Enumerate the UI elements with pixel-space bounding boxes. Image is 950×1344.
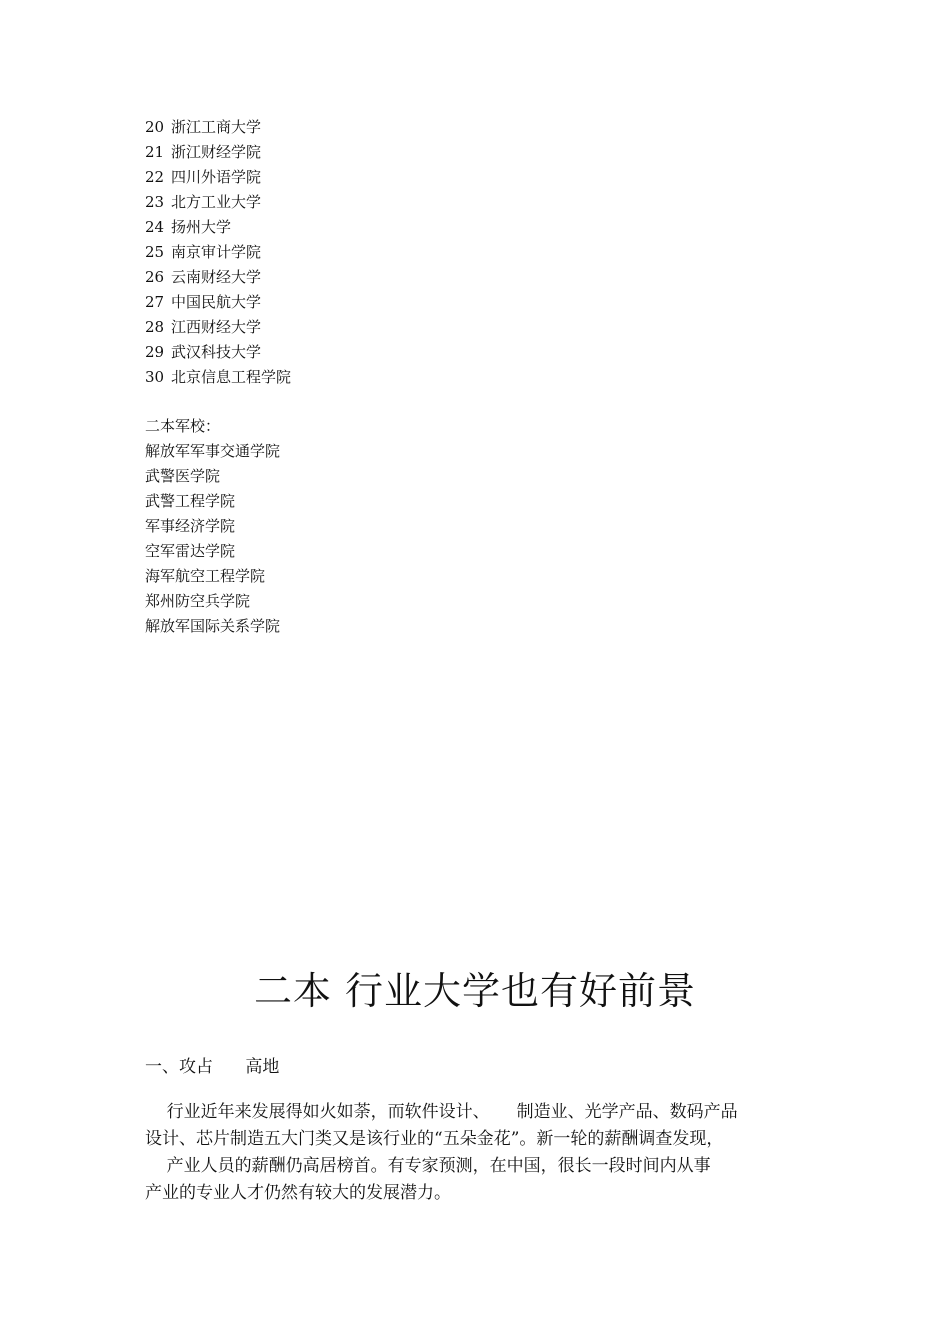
university-name: 南京审计学院 [171, 243, 262, 261]
article-paragraph [145, 1099, 815, 1207]
university-name: 武汉科技大学 [171, 343, 262, 361]
university-name: 四川外语学院 [171, 168, 262, 186]
list-item: 郑州防空兵学院 [145, 592, 251, 610]
list-item [145, 140, 291, 165]
rank-number: 29 [145, 343, 165, 361]
paragraph-line: 行业近年来发展得如火如荼，而软件设计、 制造业、光学产品、数码产品 [145, 1102, 738, 1122]
list-item: 海军航空工程学院 [145, 567, 266, 585]
list-item [145, 115, 291, 140]
rank-number: 26 [145, 268, 165, 286]
paragraph-line: 产业的专业人才仍然有较大的发展潜力。 [145, 1183, 451, 1203]
article-title: 二本 行业大学也有好前景 [253, 969, 697, 1013]
list-item: 军事经济学院 [145, 517, 236, 535]
rank-number: 30 [145, 368, 165, 386]
rank-number: 24 [145, 218, 165, 236]
list-item: 武警医学院 [145, 467, 221, 485]
university-name: 浙江财经学院 [171, 143, 262, 161]
list-item: 解放军军事交通学院 [145, 442, 281, 460]
rank-number: 21 [145, 143, 165, 161]
rank-number: 27 [145, 293, 165, 311]
list-item: 空军雷达学院 [145, 542, 236, 560]
military-schools-list [145, 439, 280, 639]
rank-number: 25 [145, 243, 165, 261]
university-name: 北方工业大学 [171, 193, 262, 211]
list-item: 解放军国际关系学院 [145, 617, 281, 635]
list-item [145, 340, 291, 365]
list-item [145, 190, 291, 215]
paragraph-line: 设计、芯片制造五大门类又是该行业的“五朵金花”。新一轮的薪酬调查发现， [145, 1129, 724, 1149]
rank-number: 28 [145, 318, 165, 336]
section-heading: 一、攻占 高地 [145, 1057, 280, 1077]
university-name: 北京信息工程学院 [171, 368, 292, 386]
rank-number: 22 [145, 168, 165, 186]
list-item [145, 265, 291, 290]
university-name: 浙江工商大学 [171, 118, 262, 136]
list-item [145, 165, 291, 190]
military-schools-heading: 二本军校： [145, 417, 221, 435]
university-name: 云南财经大学 [171, 268, 262, 286]
university-name: 中国民航大学 [171, 293, 262, 311]
university-name: 江西财经大学 [171, 318, 262, 336]
list-item [145, 365, 291, 390]
list-item [145, 240, 291, 265]
list-item [145, 315, 291, 340]
list-item: 武警工程学院 [145, 492, 236, 510]
university-ranking-list [145, 115, 291, 390]
paragraph-line: 产业人员的薪酬仍高居榜首。有专家预测，在中国，很长一段时间内从事 [145, 1156, 711, 1176]
university-name: 扬州大学 [171, 218, 232, 236]
rank-number: 23 [145, 193, 165, 211]
list-item [145, 215, 291, 240]
rank-number: 20 [145, 118, 165, 136]
list-item [145, 290, 291, 315]
